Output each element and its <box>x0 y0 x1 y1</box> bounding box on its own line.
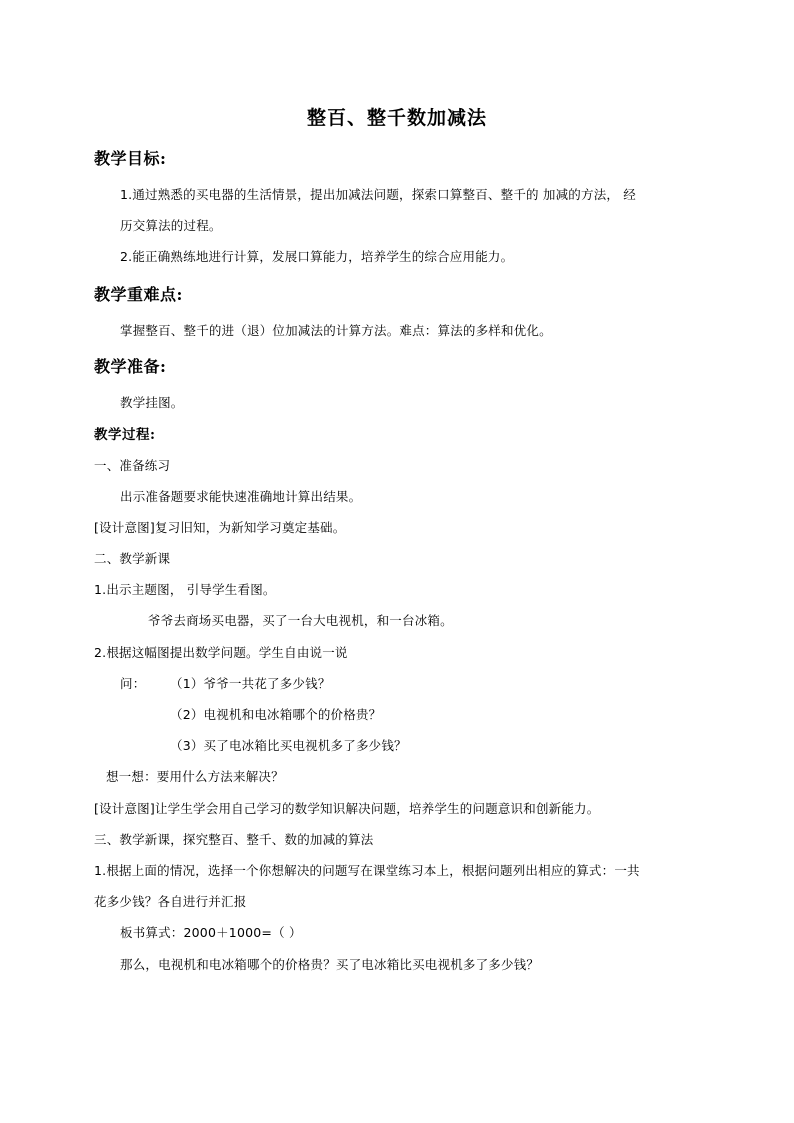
process-line: 出示准备题要求能快速准确地计算出结果。 <box>120 489 362 504</box>
objective-line-1-cont: 历交算法的过程。 <box>120 218 222 233</box>
process-line: （1）爷爷一共花了多少钱？ <box>170 676 331 691</box>
process-line: 二、教学新课 <box>94 551 171 566</box>
process-line: （3）买了电冰箱比买电视机多了多少钱？ <box>170 738 407 753</box>
process-line: 一、准备练习 <box>94 458 171 473</box>
process-line: 1.根据上面的情况，选择一个你想解决的问题写在课堂练习本上，根据问题列出相应的算式：一共 <box>94 863 640 878</box>
process-line: 想一想：要用什么方法来解决？ <box>106 769 284 784</box>
heading-objectives: 教学目标: <box>94 149 167 168</box>
process-line: [设计意图]让学生学会用自己学习的数学知识解决问题，培养学生的问题意识和创新能力。 <box>94 801 600 816</box>
preparation-line: 教学挂图。 <box>120 395 184 410</box>
process-line: 板书算式：2000＋1000=（ ） <box>120 925 302 940</box>
process-line: 1.出示主题图， 引导学生看图。 <box>94 582 276 597</box>
process-line: 三、教学新课，探究整百、整千、数的加减的算法 <box>94 832 374 847</box>
document-title: 整百、整千数加减法 <box>306 107 487 129</box>
process-line: （2）电视机和电冰箱哪个的价格贵？ <box>170 707 382 722</box>
process-line: 爷爷去商场买电器，买了一台大电视机，和一台冰箱。 <box>148 613 453 628</box>
objective-line-2: 2.能正确熟练地进行计算，发展口算能力，培养学生的综合应用能力。 <box>120 249 514 264</box>
process-line: 那么，电视机和电冰箱哪个的价格贵？买了电冰箱比买电视机多了多少钱？ <box>120 957 540 972</box>
process-line: 花多少钱？各自进行并汇报 <box>94 894 247 909</box>
process-line: 问： <box>120 676 146 691</box>
heading-key-points: 教学重难点: <box>94 285 183 304</box>
process-line: 2.根据这幅图提出数学问题。学生自由说一说 <box>94 645 348 660</box>
objective-line-1: 1.通过熟悉的买电器的生活情景，提出加减法问题，探索口算整百、整千的 加减的方法， 经 <box>120 187 636 202</box>
process-line: [设计意图]复习旧知，为新知学习奠定基础。 <box>94 520 346 535</box>
heading-preparation: 教学准备: <box>94 357 167 376</box>
heading-process: 教学过程: <box>94 427 156 443</box>
key-points-line: 掌握整百、整千的进（退）位加减法的计算方法。难点：算法的多样和优化。 <box>120 323 552 338</box>
